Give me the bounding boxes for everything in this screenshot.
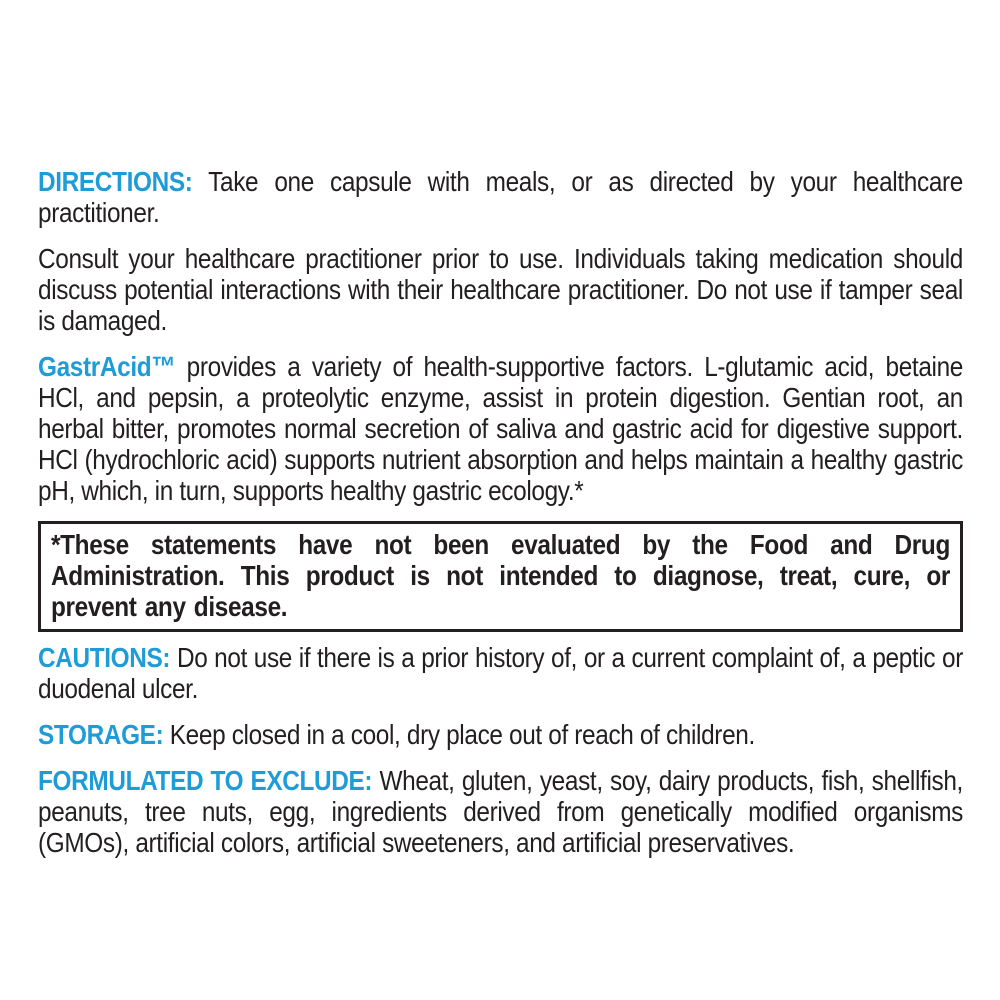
fda-disclaimer-text: *These statements have not been evaluated by the Food and Drug Administration. This product is not intended to diagnose, treat, cure, or prevent any disease. bbox=[51, 529, 950, 622]
storage-paragraph bbox=[38, 719, 963, 750]
cautions-heading: CAUTIONS: bbox=[38, 642, 171, 673]
fda-disclaimer-paragraph bbox=[51, 529, 950, 622]
fda-disclaimer-box bbox=[38, 521, 963, 632]
consult-text: Consult your healthcare practitioner prior to use. Individuals taking medication should discuss potential interactions with their healthcare practitioner. Do not use if tamper seal is damaged. bbox=[38, 243, 963, 336]
storage-text: Keep closed in a cool, dry place out of reach of children. bbox=[169, 719, 755, 750]
cautions-paragraph bbox=[38, 642, 963, 704]
directions-text: Take one capsule with meals, or as directed by your healthcare practitioner. bbox=[38, 166, 963, 228]
formulated-to-exclude-paragraph bbox=[38, 765, 963, 858]
directions-heading: DIRECTIONS: bbox=[38, 166, 193, 197]
storage-heading: STORAGE: bbox=[38, 719, 164, 750]
brand-name: GastrAcid™ bbox=[38, 351, 176, 382]
formulated-to-exclude-text: Wheat, gluten, yeast, soy, dairy products, fish, shellfish, peanuts, tree nuts, egg, ingredients derived from genetically modified organisms (GMOs), artificial colors, artificial sweeteners, and artificial preservatives. bbox=[38, 765, 963, 858]
cautions-text: Do not use if there is a prior history of, or a current complaint of, a peptic or duodenal ulcer. bbox=[38, 642, 963, 704]
directions-paragraph bbox=[38, 166, 963, 228]
supplement-label-panel bbox=[38, 166, 963, 858]
formulated-to-exclude-heading: FORMULATED TO EXCLUDE: bbox=[38, 765, 373, 796]
consult-paragraph bbox=[38, 243, 963, 336]
product-description-paragraph bbox=[38, 351, 963, 506]
product-description-text: provides a variety of health-supportive factors. L-glutamic acid, betaine HCl, and pepsin, a proteolytic enzyme, assist in protein digestion. Gentian root, an herbal bitter, promotes normal secretion of saliva and gastric acid for digestive support. HCl (hydrochloric acid) supports nutrient absorption and helps maintain a healthy gastric pH, which, in turn, supports healthy gastric ecology.* bbox=[38, 351, 963, 506]
